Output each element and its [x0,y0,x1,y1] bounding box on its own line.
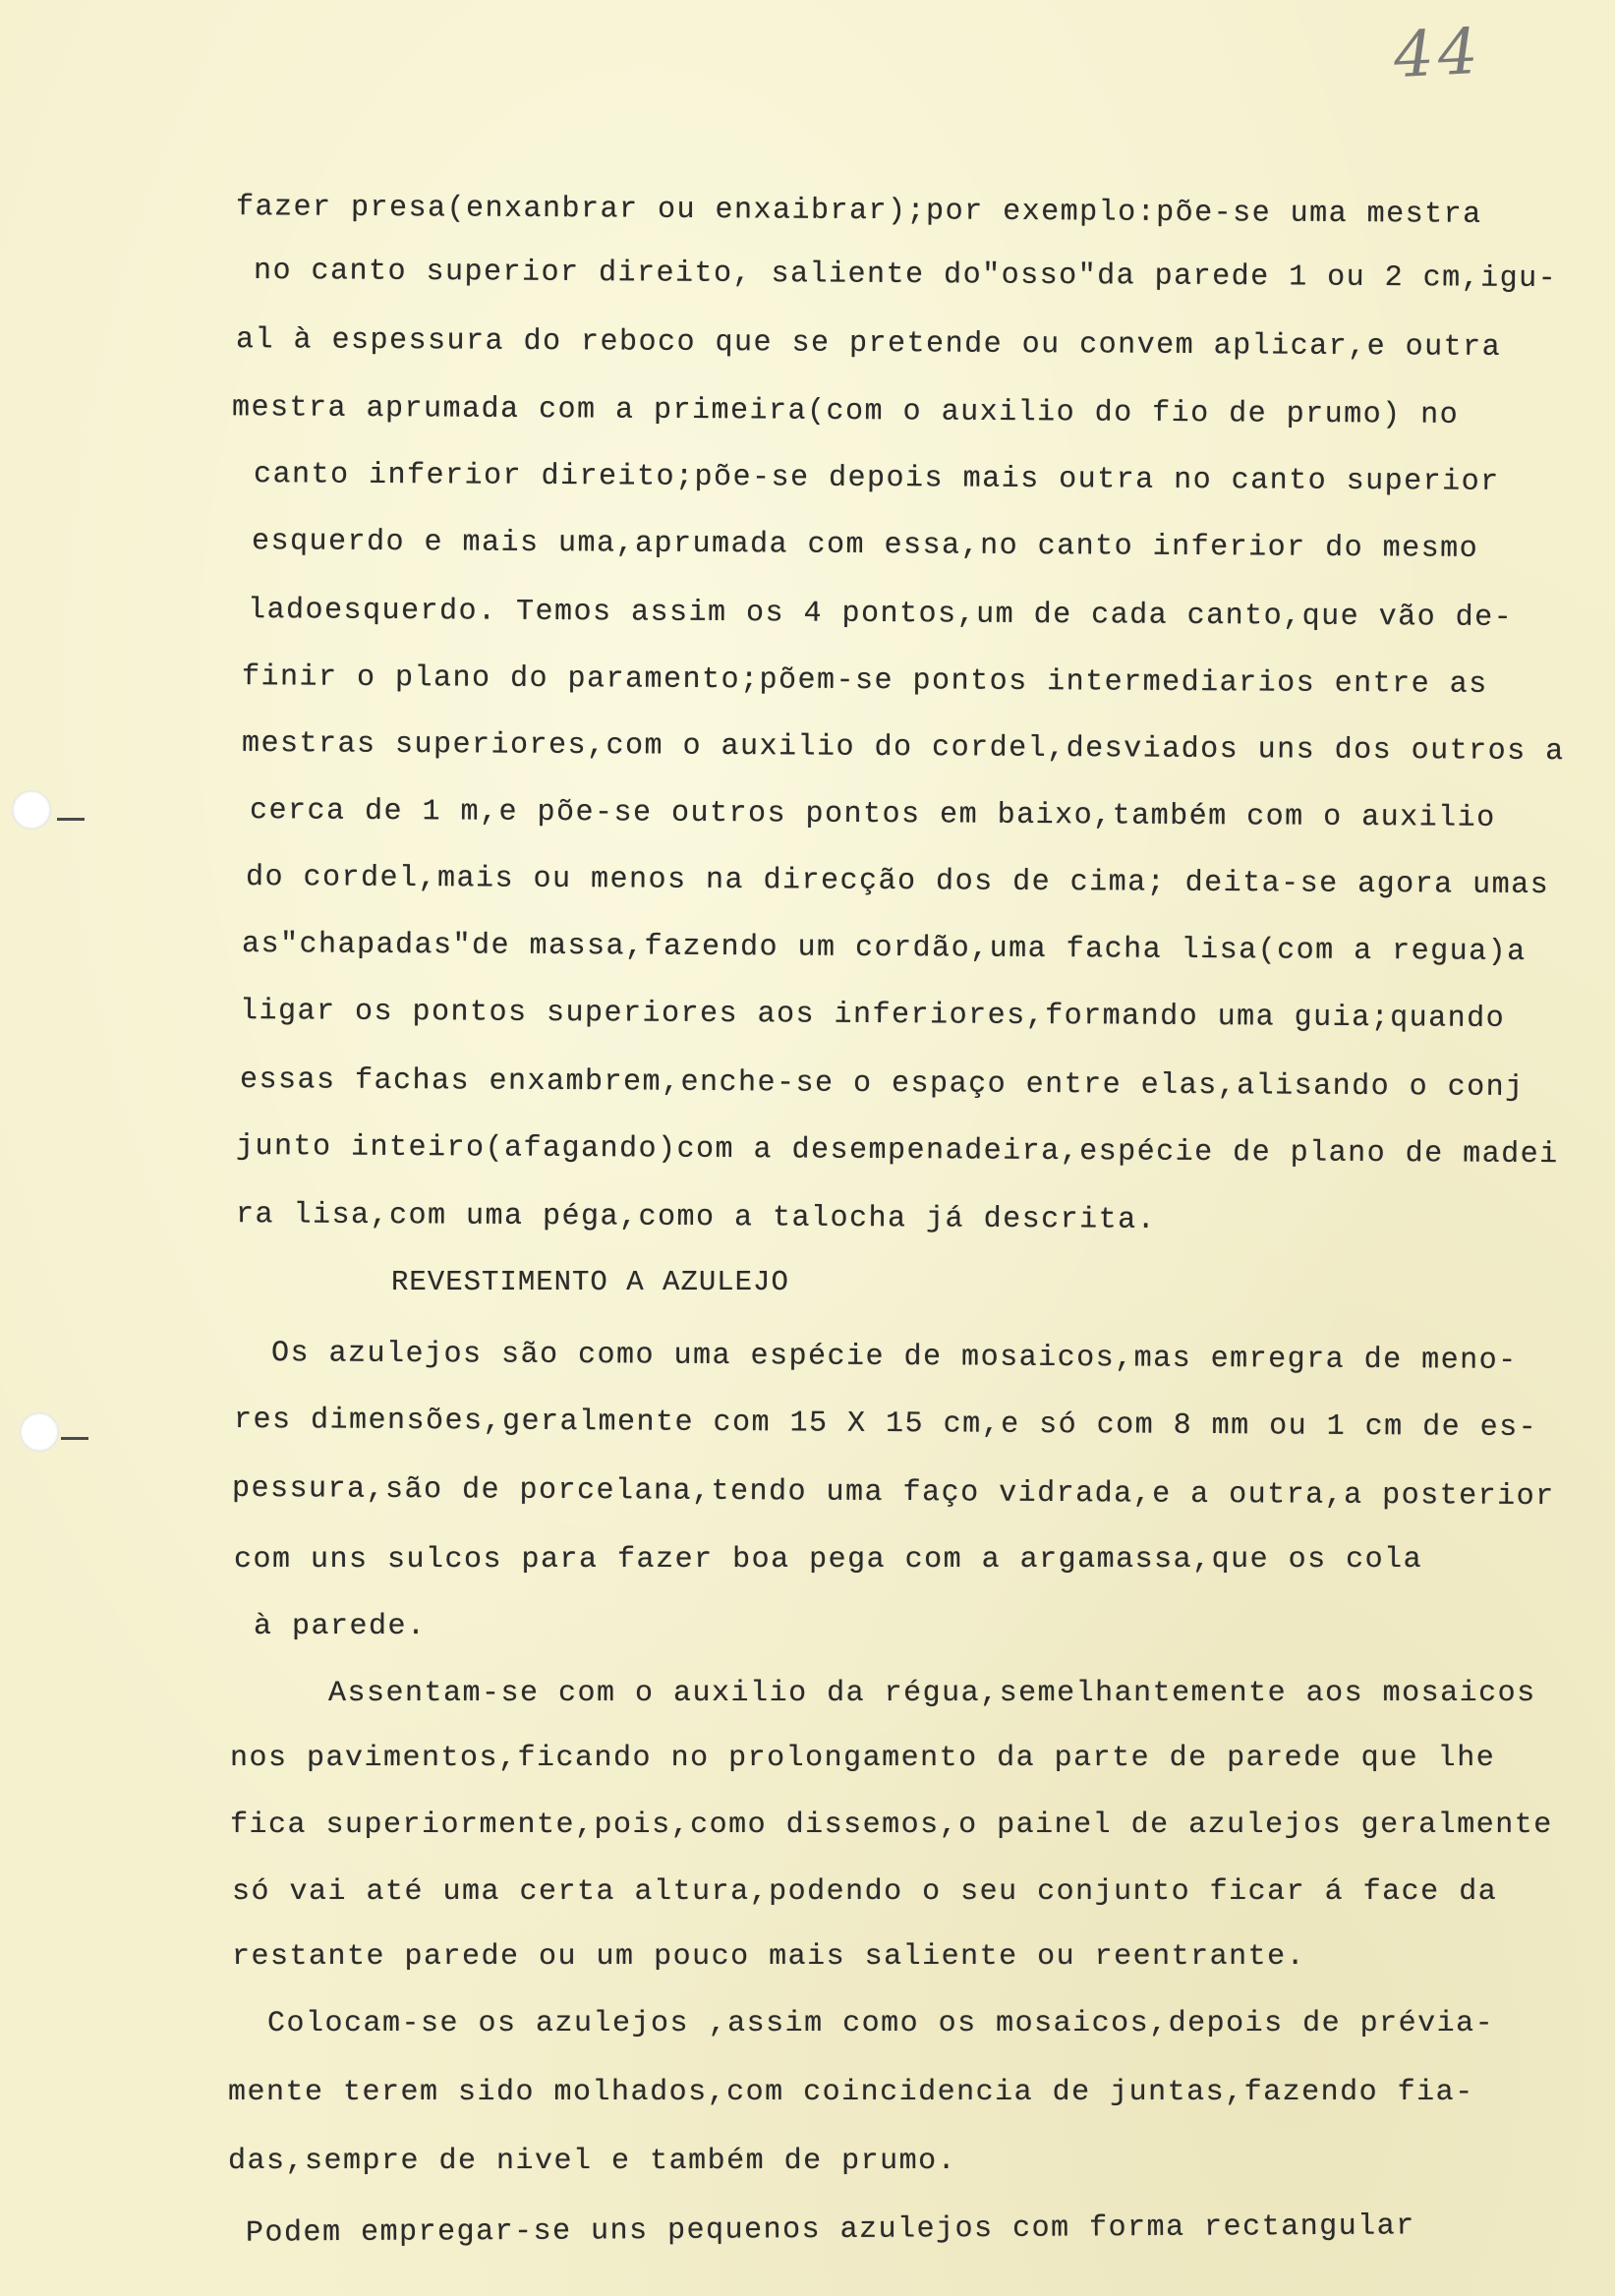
text-line: ladoesquerdo. Temos assim os 4 pontos,um de cada canto,que vão de- [247,594,1514,635]
text-line: essas fachas enxambrem,enche-se o espaço entre elas,alisando o conj [239,1063,1525,1105]
text-line: ra lisa,com uma péga,como a talocha já descrita. [235,1198,1157,1237]
text-line: com uns sulcos para fazer boa pega com a argamassa,que os cola [234,1543,1423,1577]
text-line: finir o plano do paramento;põem-se pontos intermediarios entre as [241,660,1488,702]
text-line: res dimensões,geralmente com 15 X 15 cm,e só com 8 mm ou 1 cm de es- [233,1403,1538,1446]
text-line: Assentam-se com o auxilio da régua,semelhantemente aos mosaicos [328,1677,1536,1710]
text-line: canto inferior direito;põe-se depois mais outra no canto superior [253,458,1500,499]
text-line: al à espessura do reboco que se pretende ou convem aplicar,e outra [235,323,1502,365]
text-line: pessura,são de porcelana,tendo uma faço vidrada,e a outra,a posterior [231,1471,1555,1515]
text-line: no canto superior direito, saliente do"osso"da parede 1 ou 2 cm,igu- [253,254,1558,297]
page-number: 44 [1392,15,1484,93]
text-line: cerca de 1 m,e põe-se outros pontos em baixo,também com o auxilio [249,794,1496,835]
text-line: Os azulejos são como uma espécie de mosaicos,mas emregra de meno- [270,1337,1518,1378]
text-line: Podem empregar-se uns pequenos azulejos com forma rectangular [245,2210,1415,2251]
text-line: ligar os pontos superiores aos inferiores,formando uma guia;quando [239,995,1506,1036]
text-line: nos pavimentos,ficando no prolongamento da parte de parede que lhe [230,1742,1496,1775]
text-line: junto inteiro(afagando)com a desempenadeira,espécie de plano de madei [235,1129,1559,1173]
text-line: do cordel,mais ou menos na direcção dos de cima; deita-se agora umas [245,860,1550,903]
section-heading: REVESTIMENTO A AZULEJO [391,1266,789,1298]
text-line: restante parede ou um pouco mais saliente ou reentrante. [232,1940,1306,1974]
text-line: das,sempre de nivel e também de prumo. [228,2145,957,2178]
text-line: fazer presa(enxanbrar ou enxaibrar);por exemplo:põe-se uma mestra [235,191,1482,232]
text-line: esquerdo e mais uma,aprumada com essa,no canto inferior do mesmo [251,525,1479,566]
text-line: mestras superiores,com o auxilio do cordel,desviados uns dos outros a [241,726,1565,770]
text-line: só vai até uma certa altura,podendo o seu conjunto ficar á face da [232,1875,1498,1909]
text-line: à parede. [254,1610,427,1643]
text-line: fica superiormente,pois,como dissemos,o painel de azulejos geralmente [230,1808,1553,1842]
text-line: mestra aprumada com a primeira(com o auxilio do fio de prumo) no [231,391,1460,432]
text-line: as"chapadas"de massa,fazendo um cordão,uma facha lisa(com a regua)a [241,928,1527,969]
text-line: Colocam-se os azulejos ,assim como os mosaicos,depois de prévia- [267,2007,1495,2040]
text-line: mente terem sido molhados,com coincidencia de juntas,fazendo fia- [228,2076,1474,2109]
